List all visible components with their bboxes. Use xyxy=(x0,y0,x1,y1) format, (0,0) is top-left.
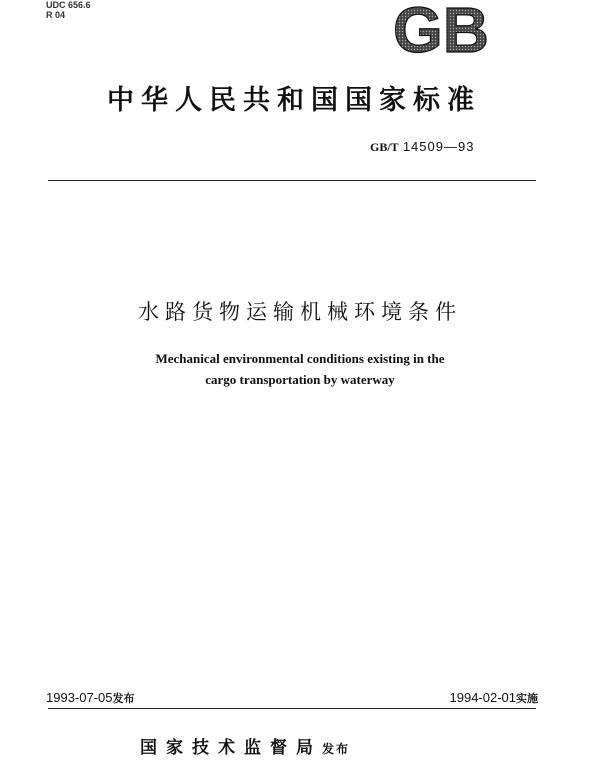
standard-prefix: GB/T xyxy=(370,140,399,154)
issue-date xyxy=(46,690,135,706)
effective-date xyxy=(450,690,539,706)
header-divider xyxy=(48,180,536,181)
gb-logo-graphic xyxy=(383,0,499,60)
effective-date-value: 1994-02-01 xyxy=(449,690,516,705)
logo-text: GB xyxy=(393,0,489,60)
page-title: 中华人民共和国国家标准 xyxy=(107,85,481,116)
standard-code: 14509—93 xyxy=(402,139,475,154)
publisher-suffix: 发布 xyxy=(322,742,351,756)
category-code: R 04 xyxy=(46,10,66,20)
issue-label: 发布 xyxy=(112,692,135,705)
issue-date-value: 1993-07-05 xyxy=(46,690,113,705)
footer-divider xyxy=(48,708,536,709)
english-title-line-2: cargo transportation by waterway xyxy=(205,372,395,387)
document-title-chinese: 水路货物运输机械环境条件 xyxy=(138,300,462,324)
english-title-line-1: Mechanical environmental conditions existing in the xyxy=(155,351,445,366)
publisher xyxy=(140,733,350,758)
classification-code xyxy=(46,0,91,20)
udc-code: UDC 656.6 xyxy=(46,0,91,10)
standard-number xyxy=(370,139,530,155)
effective-label: 实施 xyxy=(516,692,538,705)
document-title-english xyxy=(60,348,540,390)
gb-logo xyxy=(383,0,499,60)
publisher-name: 国家技术监督局 xyxy=(140,738,322,758)
